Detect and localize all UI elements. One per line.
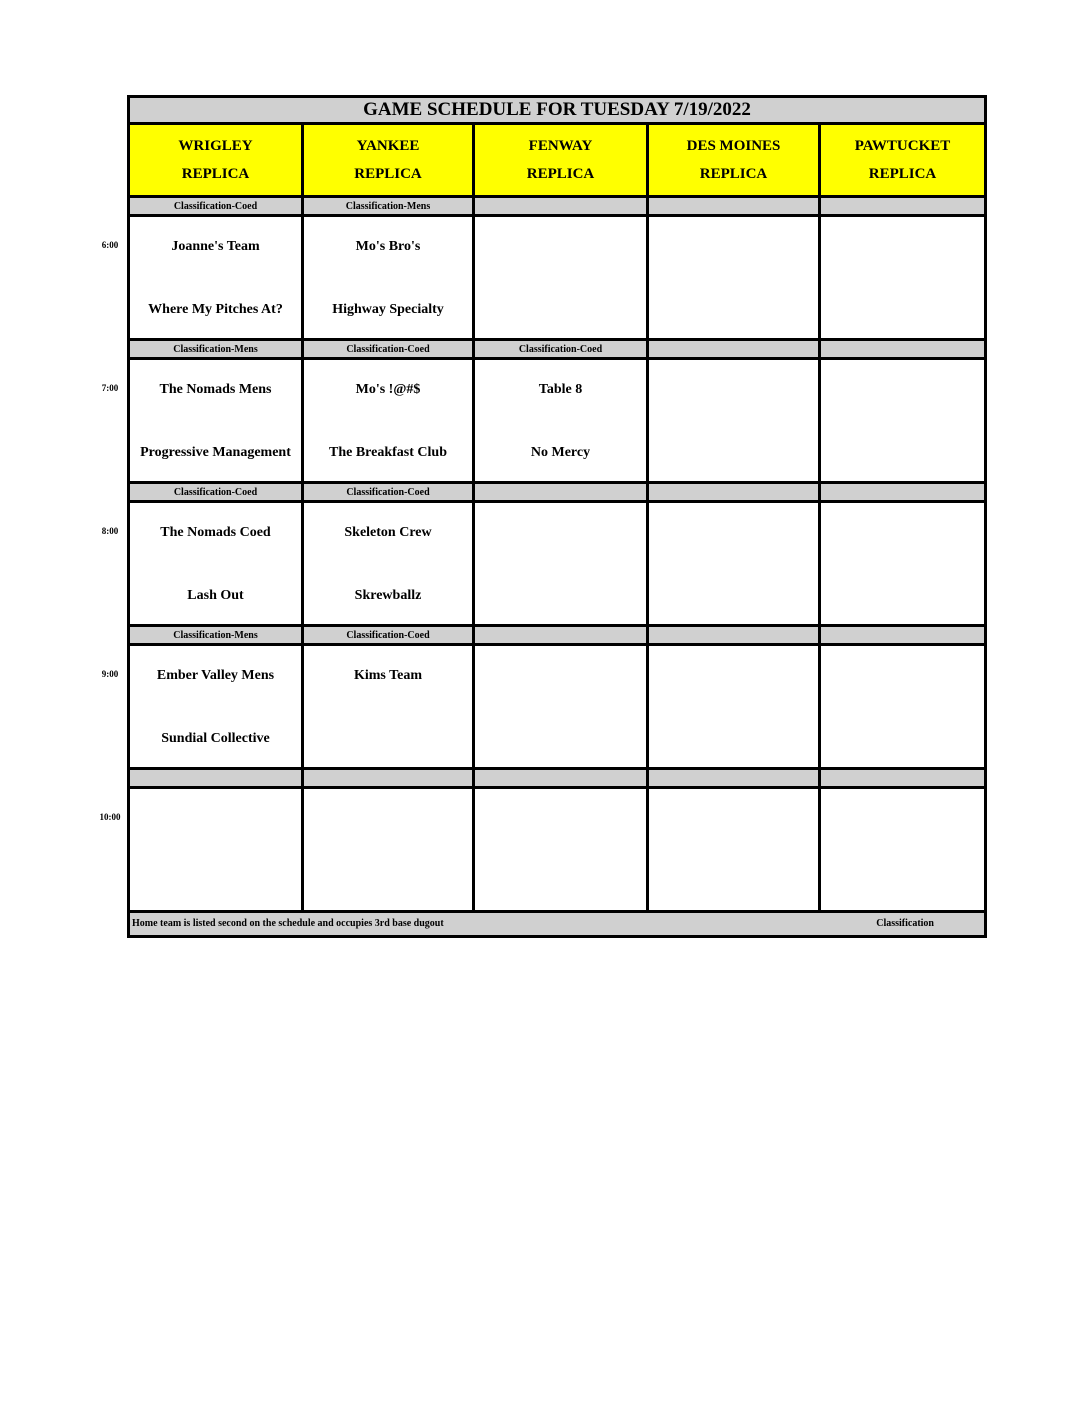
classification-label [649,341,821,357]
game-cell [649,503,821,624]
home-team: Highway Specialty [332,302,444,317]
classification-label: Classification-Coed [130,484,304,500]
classification-label [821,484,984,500]
classification-label [130,770,304,786]
field-header-yankee [304,125,475,195]
footer-legend: Classification [876,918,934,929]
game-cell [130,360,304,481]
away-team: Joanne's Team [171,239,260,254]
classification-label: Classification-Coed [475,341,649,357]
classification-label: Classification-Coed [304,627,475,643]
game-cell [649,646,821,767]
classification-label [821,770,984,786]
away-team: Ember Valley Mens [156,668,275,683]
game-cell [475,503,649,624]
field-header-wrigley [130,125,304,195]
home-team: Sundial Collective [161,731,270,746]
classification-label [821,627,984,643]
classification-row-10 [130,770,984,789]
game-row-9 [130,646,984,770]
classification-label [475,198,649,214]
game-cell [821,217,984,338]
home-team: Skrewballz [354,588,422,603]
field-subtitle: REPLICA [526,166,595,182]
field-header-des-moines [649,125,821,195]
classification-label [649,770,821,786]
away-team: Mo's !@#$ [355,382,421,397]
game-cell [649,217,821,338]
classification-row-9 [130,627,984,646]
time-label-10: 10:00 [99,812,121,822]
footer-band [130,913,984,935]
classification-row-7 [130,341,984,360]
game-cell [304,503,475,624]
away-team: The Nomads Mens [159,382,272,397]
classification-label [821,198,984,214]
game-row-8 [130,503,984,627]
classification-row-6 [130,198,984,217]
field-header-pawtucket [821,125,984,195]
game-cell [130,646,304,767]
time-label-6: 6:00 [101,240,119,250]
away-team: Mo's Bro's [355,239,421,254]
classification-label: Classification-Mens [130,627,304,643]
game-cell [821,503,984,624]
game-cell [649,360,821,481]
game-cell [304,217,475,338]
game-cell [475,360,649,481]
field-header-fenway [475,125,649,195]
time-label-7: 7:00 [101,383,119,393]
home-team: Where My Pitches At? [148,302,283,317]
game-cell [304,646,475,767]
footer-note: Home team is listed second on the schedule and occupies 3rd base dugout [132,918,444,929]
classification-label [475,770,649,786]
game-cell [130,789,304,910]
game-cell [649,789,821,910]
classification-label [475,627,649,643]
time-label-9: 9:00 [101,669,119,679]
away-team: The Nomads Coed [160,525,271,540]
field-name: DES MOINES [686,138,781,154]
time-label-8: 8:00 [101,526,119,536]
away-team: Table 8 [538,382,583,397]
field-header-row [130,125,984,198]
classification-label: Classification-Mens [130,341,304,357]
game-cell [475,217,649,338]
classification-label [649,198,821,214]
game-cell [304,789,475,910]
classification-label: Classification-Mens [304,198,475,214]
classification-label [649,627,821,643]
field-name: YANKEE [356,138,420,154]
field-subtitle: REPLICA [354,166,422,182]
game-row-10 [130,789,984,913]
classification-label [649,484,821,500]
away-team: Kims Team [353,668,423,683]
field-name: PAWTUCKET [854,138,951,154]
game-cell [475,646,649,767]
field-subtitle: REPLICA [868,166,937,182]
home-team: Progressive Management [140,445,291,460]
classification-label: Classification-Coed [304,341,475,357]
classification-label [475,484,649,500]
classification-label [304,770,475,786]
classification-label [821,341,984,357]
field-subtitle: REPLICA [699,166,768,182]
field-name: WRIGLEY [178,138,253,154]
game-cell [821,360,984,481]
home-team: No Mercy [530,445,591,460]
game-cell [304,360,475,481]
game-cell [821,789,984,910]
home-team: The Breakfast Club [329,445,447,460]
classification-row-8 [130,484,984,503]
schedule-title: GAME SCHEDULE FOR TUESDAY 7/19/2022 [130,98,984,125]
field-subtitle: REPLICA [181,166,250,182]
schedule-table [127,95,987,938]
game-cell [130,217,304,338]
away-team: Skeleton Crew [344,525,432,540]
field-name: FENWAY [528,138,593,154]
classification-label: Classification-Coed [304,484,475,500]
game-row-6 [130,217,984,341]
home-team: Lash Out [187,588,244,603]
game-row-7 [130,360,984,484]
game-cell [821,646,984,767]
classification-label: Classification-Coed [130,198,304,214]
game-cell [130,503,304,624]
game-cell [475,789,649,910]
